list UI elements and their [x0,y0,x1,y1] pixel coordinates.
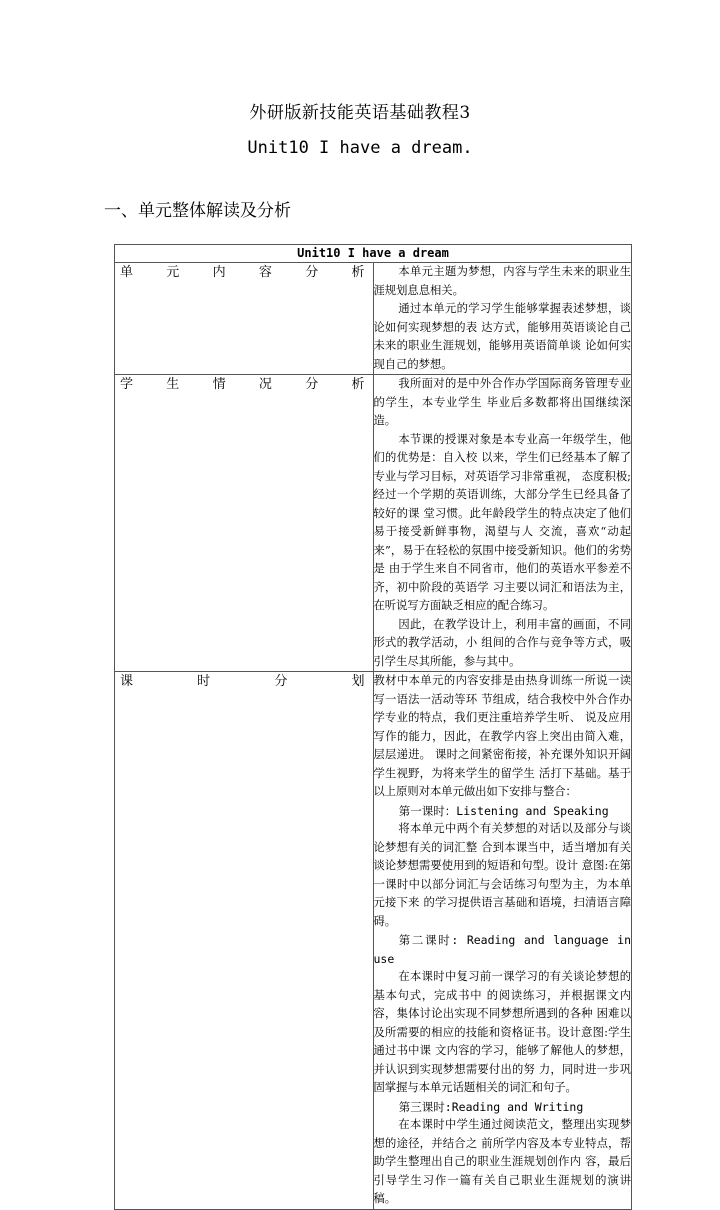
table-header: Unit10 I have a dream [115,245,632,263]
row-content [373,375,632,672]
table-row [115,263,632,375]
row-label-cell [115,263,374,375]
unit-subtitle: Unit10 I have a dream. [247,138,473,158]
section-heading: 一、单元整体解读及分析 [104,201,291,221]
row-label: 课时分划 [120,674,366,689]
lesson-heading: 第三课时:Reading and Writing [398,1099,584,1114]
paragraph: 通过本单元的学习学生能够掌握表述梦想，谈论如何实现梦想的表 达方式，能够用英语谈论自己未来的职业生涯规划，能够用英语简单谈 论如何实现自己的梦想。 [373,302,631,371]
lesson-heading: 第二课时: Reading and language in use [373,933,631,966]
row-label: 学生情况分析 [120,377,366,392]
paragraph: 在本课时中学生通过阅读范文，整理出实现梦想的途径，并结合之 前所学内容及本专业特点，帮助学生整理出自己的职业生涯规划创作内 容，最后引导学生习作一篇有关自己职业生涯规划的演讲稿。 [373,1118,631,1205]
paragraph: 本节课的授课对象是本专业高一年级学生，他们的优势是：自入校 以来，学生们已经基本了解了专业与学习目标，对英语学习非常重视， 态度积极;经过一个学期的英语训练，大部分学生已经具备了较好的课 堂习惯。此年龄段学生的特点决定了他们易于接受新鲜事物，渴望与人 交流，喜欢“动起来”，易于在轻松的氛围中接受新知识。他们的劣势是 由于学生来自不同省市，他们的英语水平参差不齐，初中阶段的英语学 习主要以词汇和语法为主，在听说写方面缺乏相应的配合练习。 [373,432,631,612]
row-content [373,263,632,375]
lesson-heading: 第一课时：Listening and Speaking [398,803,609,818]
table-row [115,375,632,672]
row-label: 单元内容分析 [120,265,366,280]
paragraph: 教材中本单元的内容安排是由热身训练一所说一读写一语法一活动等环 节组成，结合我校中外合作办学专业的特点，我们更注重培养学生听、 说及应用写作的能力，因此，在教学内容上突出由简入难，层层递进。 课时之间紧密衔接，补充课外知识开阔学生视野，为将来学生的留学生 活打下基础。基于以上原则对本单元做出如下安排与整合： [373,674,631,798]
row-label-cell [115,672,374,1210]
paragraph: 本单元主题为梦想，内容与学生未来的职业生涯规划息息相关。 [373,265,631,297]
row-label-cell [115,375,374,672]
table-header-row [115,245,632,263]
unit-analysis-table [114,244,632,1210]
row-content [373,672,632,1210]
paragraph: 我所面对的是中外合作办学国际商务管理专业的学生，本专业学生 毕业后多数都将出国继续深造。 [373,377,631,427]
table-row [115,672,632,1210]
paragraph: 在本课时中复习前一课学习的有关谈论梦想的基本句式，完成书中 的阅读练习，并根据课文内容，集体讨论出实现不同梦想所遇到的各种 困难以及所需要的相应的技能和资格证书。设计意图:学生通过书中课 文内容的学习，能够了解他人的梦想，并认识到实现梦想需要付出的努 力，同时进一步巩固掌握与本单元话题相关的词汇和句子。 [373,970,631,1094]
paragraph: 因此，在教学设计上，利用丰富的画面，不同形式的教学活动，小 组间的合作与竞争等方式，吸引学生尽其所能，参与其中。 [373,617,631,668]
paragraph: 将本单元中两个有关梦想的对话以及部分与谈论梦想有关的词汇整 合到本课当中，适当增加有关谈论梦想需要使用到的短语和句型。设计 意图:在第一课时中以部分词汇与会话练习句型为主，为本单元接下来 的学习提供语言基础和语境，扫清语言障碍。 [373,822,631,928]
document-title: 外研版新技能英语基础教程3 [249,103,471,123]
